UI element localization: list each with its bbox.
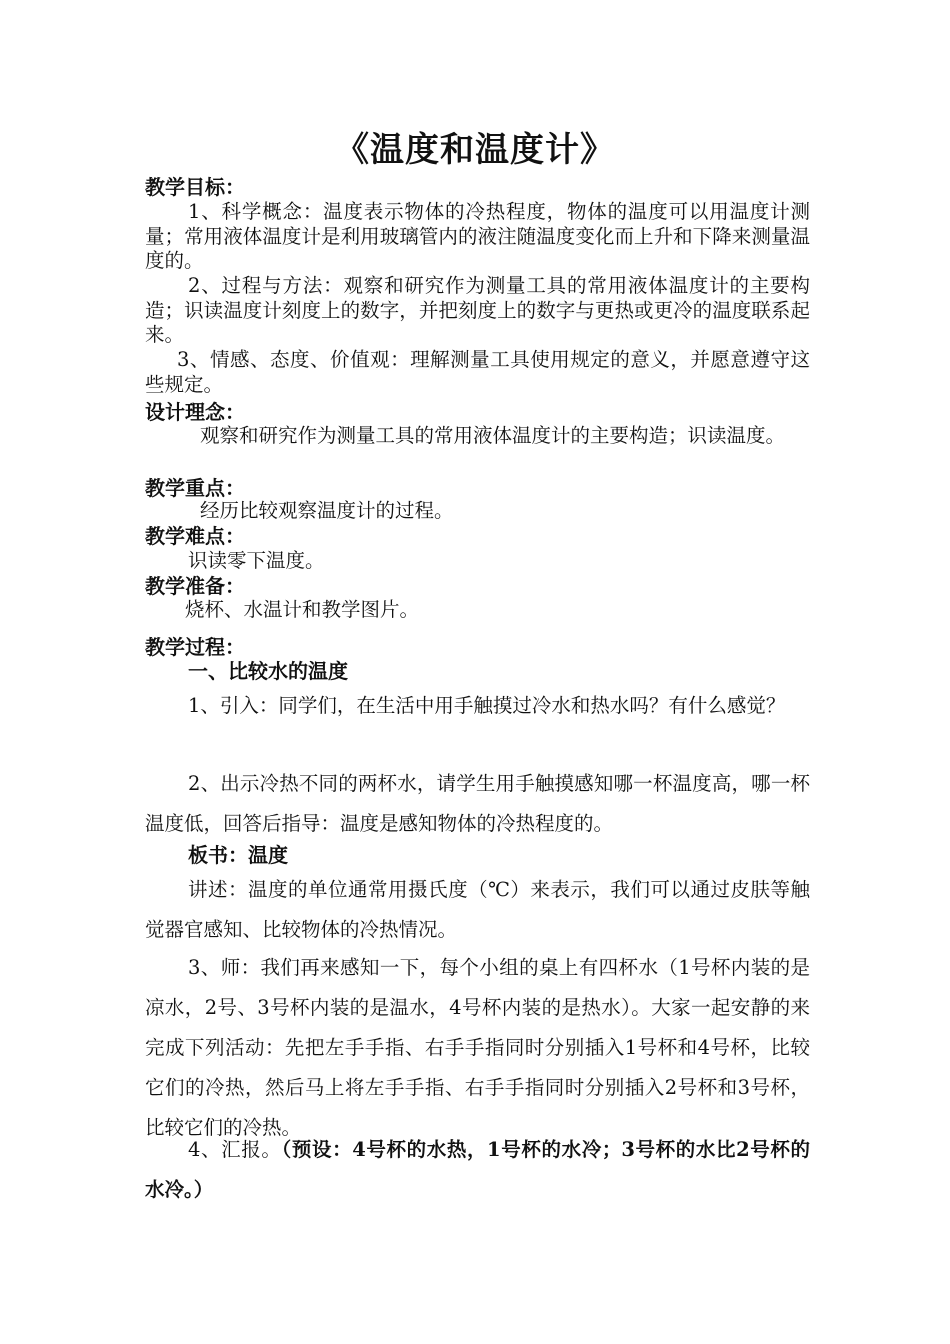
page-title: 《温度和温度计》 (335, 130, 615, 170)
preparation-text: 烧杯、水温计和教学图片。 (185, 598, 420, 621)
step-3: 3、师：我们再来感知一下，每个小组的桌上有四杯水（1号杯内装的是凉水，2号、3号杯内装的是温水，4号杯内装的是热水）。大家一起安静的来完成下列活动：先把左手手指、右手手指同时分别插入1号杯和4号杯，比较它们的冷热，然后马上将左手手指、右手手指同时分别插入2号杯和3号杯，比较它们的冷热。 (145, 956, 810, 1139)
key-points-heading: 教学重点： (145, 476, 245, 500)
step-4-expected: （预设：4号杯的水热，1号杯的水冷；3号杯的水比2号杯的水冷。） (145, 1138, 810, 1201)
process-heading: 教学过程： (145, 635, 245, 659)
step-2: 2、出示冷热不同的两杯水，请学生用手触摸感知哪一杯温度高，哪一杯温度低，回答后指导：温度是感知物体的冷热程度的。 (145, 772, 810, 835)
goal-2: 2、过程与方法：观察和研究作为测量工具的常用液体温度计的主要构造；识读温度计刻度上的数字，并把刻度上的数字与更热或更冷的温度联系起来。 (145, 274, 810, 346)
goal-3: 3、情感、态度、价值观：理解测量工具使用规定的意义，并愿意遵守这些规定。 (145, 348, 810, 396)
preparation-heading: 教学准备： (145, 574, 245, 598)
step-1: 1、引入：同学们，在生活中用手触摸过冷水和热水吗？有什么感觉？ (188, 694, 786, 717)
key-points-text: 经历比较观察温度计的过程。 (200, 499, 454, 522)
design-text: 观察和研究作为测量工具的常用液体温度计的主要构造；识读温度。 (200, 424, 786, 447)
narration: 讲述：温度的单位通常用摄氏度（℃）来表示，我们可以通过皮肤等触觉器官感知、比较物体的冷热情况。 (145, 878, 810, 941)
goals-heading: 教学目标： (145, 175, 245, 199)
part-one-heading: 一、比较水的温度 (188, 659, 348, 683)
board-note: 板书：温度 (188, 843, 288, 867)
step-4 (145, 1130, 810, 1210)
difficulty-heading: 教学难点： (145, 524, 245, 548)
step-4-prefix: 4、汇报。 (188, 1138, 282, 1161)
goal-1: 1、科学概念：温度表示物体的冷热程度，物体的温度可以用温度计测量；常用液体温度计是利用玻璃管内的液注随温度变化而上升和下降来测量温度的。 (145, 200, 810, 272)
difficulty-text: 识读零下温度。 (188, 549, 325, 572)
design-heading: 设计理念： (145, 400, 245, 424)
